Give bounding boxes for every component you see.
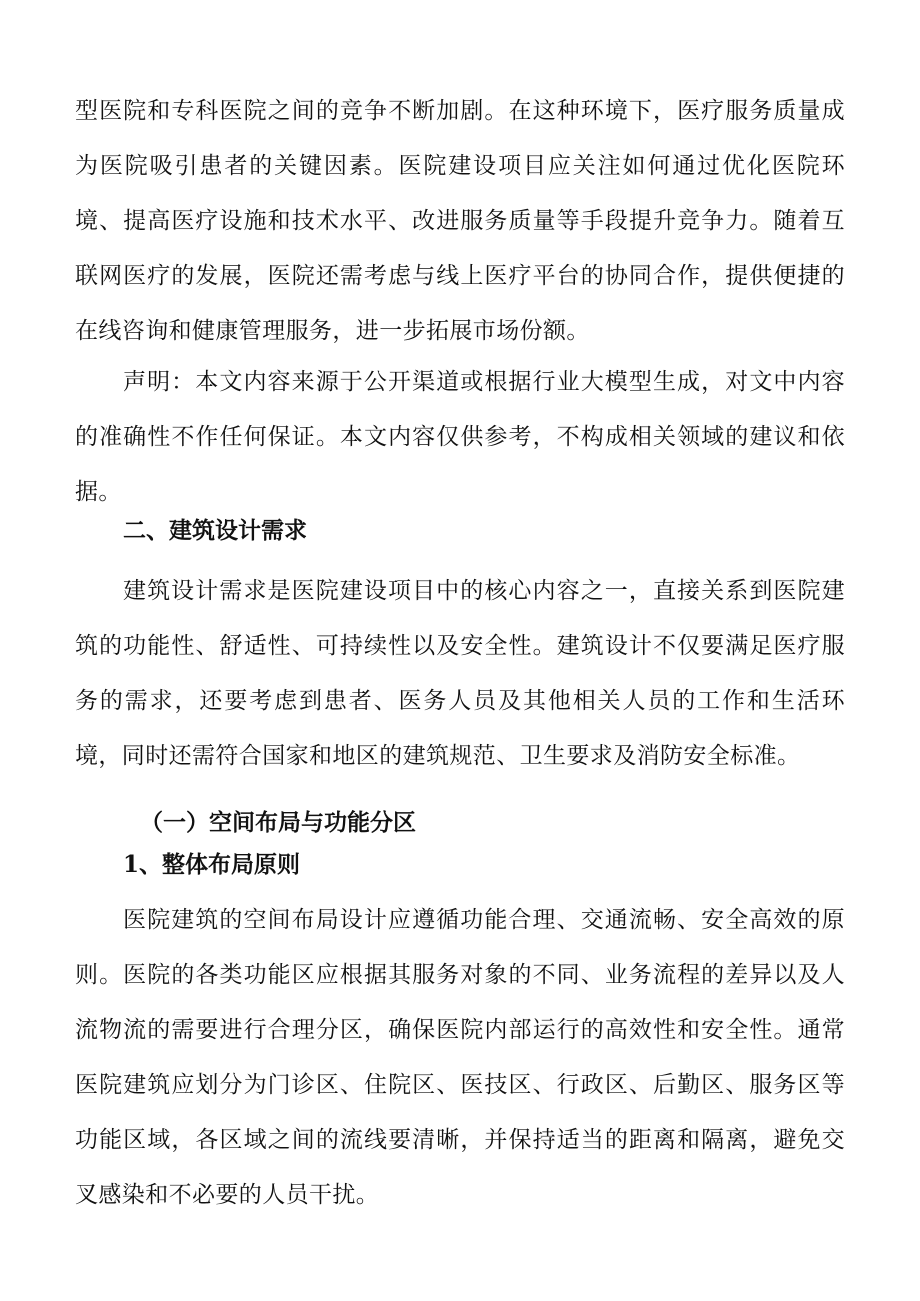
subsection-heading-spatial-layout: （一）空间布局与功能分区: [140, 809, 416, 836]
item-heading-overall-layout-principle: 1、整体布局原则: [123, 851, 301, 878]
section-heading-architecture-requirements: 二、建筑设计需求: [123, 517, 307, 544]
paragraph-intro-continued: 型医院和专科医院之间的竞争不断加剧。在这种环境下，医疗服务质量成为医院吸引患者的关键因素。医院建设项目应关注如何通过优化医院环境、提高医疗设施和技术水平、改进服务质量等手段提升竞争力。随着互联网医疗的发展，医院还需考虑与线上医疗平台的协同合作，提供便捷的在线咨询和健康管理服务，进一步拓展市场份额。: [75, 98, 845, 344]
paragraph-section-intro: 建筑设计需求是医院建设项目中的核心内容之一，直接关系到医院建筑的功能性、舒适性、可持续性以及安全性。建筑设计不仅要满足医疗服务的需求，还要考虑到患者、医务人员及其他相关人员的工作和生活环境，同时还需符合国家和地区的建筑规范、卫生要求及消防安全标准。: [75, 578, 845, 769]
paragraph-layout-principle: 医院建筑的空间布局设计应遵循功能合理、交通流畅、安全高效的原则。医院的各类功能区应根据其服务对象的不同、业务流程的差异以及人流物流的需要进行合理分区，确保医院内部运行的高效性和安全性。通常医院建筑应划分为门诊区、住院区、医技区、行政区、后勤区、服务区等功能区域，各区域之间的流线要清晰，并保持适当的距离和隔离，避免交叉感染和不必要的人员干扰。: [75, 907, 845, 1208]
paragraph-disclaimer: 声明：本文内容来源于公开渠道或根据行业大模型生成，对文中内容的准确性不作任何保证。本文内容仅供参考，不构成相关领域的建议和依据。: [75, 369, 845, 505]
